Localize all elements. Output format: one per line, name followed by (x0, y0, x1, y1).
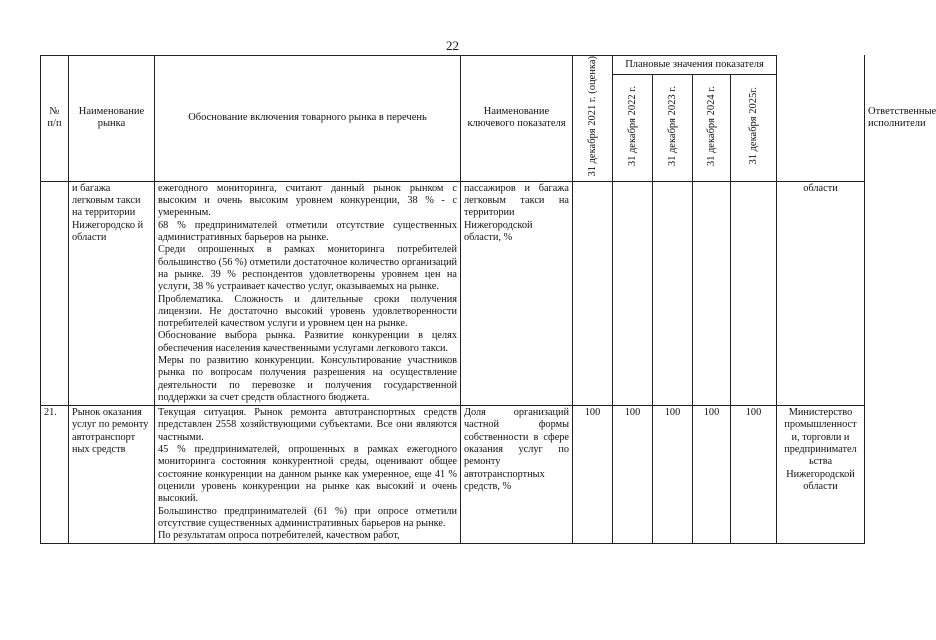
row-value-2021 (573, 181, 613, 405)
row-value-2024 (693, 181, 731, 405)
header-num: № п/п (41, 56, 69, 182)
row-value-2022: 100 (613, 406, 653, 544)
justification-para: ежегодного мониторинга, считают данный рынок рынком с высоким и очень высоким уровнем конкуренции, 38 % - с умеренным. (158, 182, 457, 219)
row-value-2023 (653, 181, 693, 405)
header-2024: 31 декабря 2024 г. (693, 75, 731, 182)
row-responsible: Министерство промышленност и, торговли и предпринимател ьства Нижегородской области (777, 406, 865, 544)
justification-para: Обоснование выбора рынка. Развитие конкуренции в целях обеспечения населения качественными услугами легкового такси. (158, 330, 457, 354)
header-justification: Обоснование включения товарного рынка в перечень (155, 56, 461, 182)
justification-para: Текущая ситуация. Рынок ремонта автотранспортных средств представлен 2558 хозяйствующими субъектами. Все они являются частными. (158, 407, 457, 443)
header-2022: 31 декабря 2022 г. (613, 75, 653, 182)
justification-para: Большинство предпринимателей (61 %) при опросе отметили отсутствие существенных административных барьеров на рынке. (158, 505, 457, 529)
row-value-2022 (613, 181, 653, 405)
row-value-2023: 100 (653, 406, 693, 544)
justification-para: Проблематика. Сложность и длительные сроки получения лицензии. Не достаточно высокий уровень удовлетворенности потребителей качеством услуги и уровнем цен на рынке. (158, 293, 457, 330)
header-indicator: Наименование ключевого показателя (461, 56, 573, 182)
market-table: № п/п Наименование рынка Обоснование включения товарного рынка в перечень Наименование ключевого показателя 31 декабря 2021 г. (оценка) Плановые значения показателя Ответственные исполнители 31 декабря 2022 г. 31 декабря 2023 г. 31 декабря 2024 г. 31 декабря 2025г. и багажа легковым такси на территории Нижегородско й области ежегодного мониторинга, считают данный рынок рынком с высоким и очень высоким уровнем конкуренции, 38 % - с умеренным. 68 % предпринимателей отметили отсутствие существенных административных барьеров на рынке. Среди опрошенных в рамках мониторинга потребителей большинство (56 %) отметили достаточное количество организаций на рынке. 39 % респондентов удовлетворены уровнем цен на услуги, 38 % устраивает качество услуг, оказываемых на рынке. Проблематика. Сложность и длительные сроки получения лицензии. Не достаточно высокий уровень удовлетворенности потребителей качеством услуги и уровнем цен на рынке. Обоснование выбора рынка. Развитие конкуренции в целях обеспечения населения качественными услугами легкового такси. Меры по развитию конкуренции. Консультирование участников рынка по вопросам получения разрешения на осуществление деятельности по перевозке и получения государственной поддержки за счет средств областного бюджета. пассажиров и багажа легковым такси на территории Нижегородской области, % области 21. Рынок оказания услуг по ремонту автотранспорт ных средств Текущая ситуация. Рынок ремонта автотранспортных средств представлен 2558 хозяйствующими субъектами. Все они являются частными. 45 % предпринимателей, опрошенных в рамках ежегодного мониторинга состояния конкурентной среды, оценивают общее состояние конкуренции на данном рынке как умеренное, еще 41 % оценили уровень конкуренции на рынке как высокий и очень высокий. Большинство предпринимателей (61 %) при опросе отметили отсутствие существенных административных барьеров на рынке. По результатам опроса потребителей, качеством работ, Доля организаций частной формы собственности в сфере оказания услуг по ремонту автотранспортных средств, % 100 100 100 100 100 Министерство промышленност и, торговли и предпринимател ьства Нижегородской области (40, 55, 865, 544)
table-row (41, 181, 865, 405)
header-planned-group: Плановые значения показателя (613, 56, 777, 75)
row-market: и багажа легковым такси на территории Нижегородско й области (69, 181, 155, 405)
justification-para: Меры по развитию конкуренции. Консультирование участников рынка по вопросам получения разрешения на осуществление деятельности по перевозке и получения государственной поддержки за счет средств областного бюджета. (158, 354, 457, 403)
row-value-2025: 100 (731, 406, 777, 544)
row-value-2021: 100 (573, 406, 613, 544)
header-2025: 31 декабря 2025г. (731, 75, 777, 182)
header-2021: 31 декабря 2021 г. (оценка) (573, 56, 613, 182)
row-indicator: пассажиров и багажа легковым такси на территории Нижегородской области, % (461, 181, 573, 405)
justification-para: По результатам опроса потребителей, качеством работ, (158, 530, 400, 542)
header-market: Наименование рынка (69, 56, 155, 182)
page-number: 22 (446, 38, 459, 53)
row-value-2024: 100 (693, 406, 731, 544)
row-value-2025 (731, 181, 777, 405)
justification-para: Среди опрошенных в рамках мониторинга потребителей большинство (56 %) отметили достаточное количество организаций на рынке. 39 % респондентов удовлетворены уровнем цен на услуги, 38 % устраивает качество услуг, оказываемых на рынке. (158, 244, 457, 293)
header-2023: 31 декабря 2023 г. (653, 75, 693, 182)
row-num (41, 181, 69, 405)
row-justification (155, 181, 461, 405)
table-row (41, 406, 865, 544)
row-responsible: области (777, 181, 865, 405)
row-market: Рынок оказания услуг по ремонту автотранспорт ных средств (69, 406, 155, 544)
row-justification (155, 406, 461, 544)
justification-para: 45 % предпринимателей, опрошенных в рамках ежегодного мониторинга состояния конкурентной среды, оценивают общее состояние конкуренции на данном рынке как умеренное, еще 41 % оценили уровень конкуренции на рынке как высокий и очень высокий. (158, 444, 457, 505)
row-num: 21. (41, 406, 69, 544)
justification-para: 68 % предпринимателей отметили отсутствие существенных административных барьеров на рынке. (158, 219, 457, 244)
row-indicator: Доля организаций частной формы собственности в сфере оказания услуг по ремонту автотранспортных средств, % (461, 406, 573, 544)
